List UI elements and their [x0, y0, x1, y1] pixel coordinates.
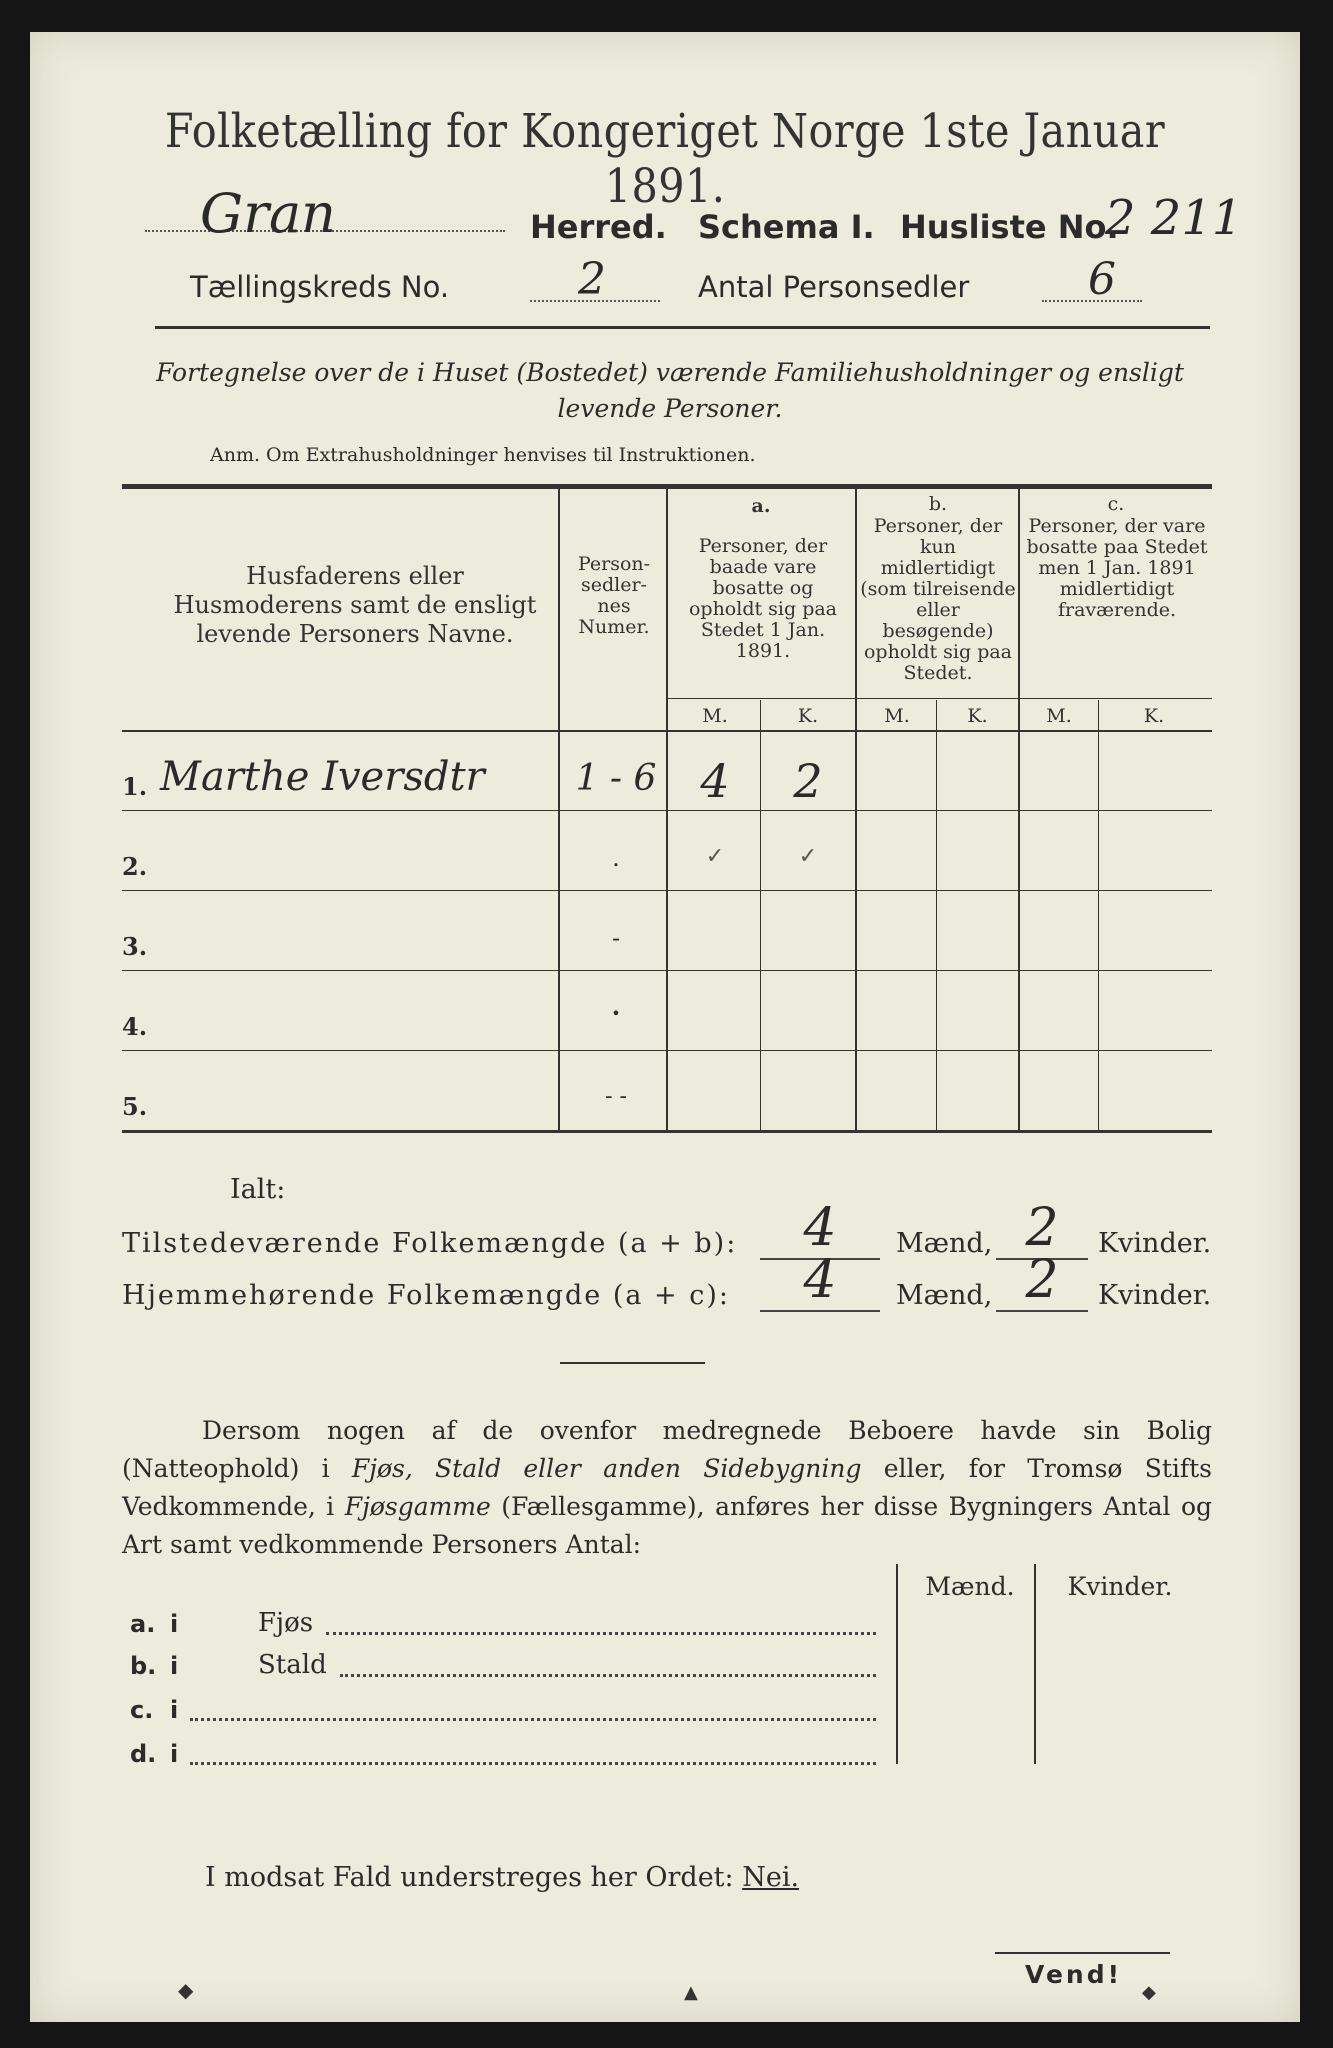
ialt-label: Ialt: — [230, 1174, 286, 1205]
col-header-c-letter: c. — [1107, 493, 1125, 515]
bldg-col-kvinder: Kvinder. — [1067, 1572, 1173, 1601]
corner-mark-left: ◆ — [178, 1978, 194, 2002]
col-b-m: M. — [884, 705, 910, 727]
mk-subheader-rule — [666, 698, 1212, 699]
hjemme-kvinder: Kvinder. — [1098, 1280, 1212, 1311]
col-header-b-letter: b. — [928, 493, 948, 515]
corner-mark-right: ◆ — [1142, 1982, 1156, 2003]
anm-note: Anm. Om Extrahusholdninger henvises til Instruktionen. — [210, 444, 756, 466]
kreds-value: 2 — [578, 254, 606, 305]
hjemme-maend: Mænd, — [896, 1280, 993, 1311]
herred-value: Gran — [200, 182, 336, 245]
row-a-m: ✓ — [705, 844, 725, 869]
hjemme-label: Hjemmehørende Folkemængde (a + c): — [122, 1280, 730, 1311]
col-header-num: Person-sedler-nes Numer. — [577, 553, 651, 638]
col-divider-b-mk — [936, 700, 937, 1130]
tilstede-label: Tilstedeværende Folkemængde (a + b): — [122, 1228, 738, 1259]
bldg-letter: a. — [130, 1610, 156, 1638]
row-rule-3 — [122, 970, 1212, 971]
personsedler-label: Antal Personsedler — [698, 270, 970, 304]
bldg-letter: d. — [130, 1740, 157, 1768]
nei-word: Nei. — [742, 1862, 800, 1893]
corner-mark-center: ▲ — [684, 1982, 698, 2003]
bldg-dotline — [190, 1718, 876, 1721]
hjemme-k-value: 2 — [1025, 1250, 1059, 1310]
bldg-label: Fjøs — [258, 1608, 314, 1638]
col-header-name: Husfaderens eller Husmoderens samt de ensligt levende Personers Navne. — [173, 562, 537, 648]
bldg-letter: b. — [130, 1652, 157, 1680]
row-a-m: 4 — [700, 754, 730, 808]
col-a-m: M. — [702, 705, 728, 727]
kreds-label: Tællingskreds No. — [190, 270, 450, 304]
col-header-a-letter: a. — [751, 495, 771, 517]
tilstede-m-value: 4 — [803, 1198, 837, 1258]
row-number: 1. — [122, 772, 148, 801]
row-number: 5. — [122, 1092, 148, 1121]
schema-label: Schema I. — [698, 208, 875, 246]
husliste-value: 2 211 — [1105, 190, 1243, 246]
vend-label: Vend! — [1025, 1960, 1123, 1989]
row-number: 2. — [122, 852, 148, 881]
bldg-i: i — [170, 1652, 179, 1680]
row-rule-4 — [122, 1050, 1212, 1051]
col-header-b: Personer, der kun midlertidigt (som tilreisende eller besøgende) opholdt sig paa Stedet. — [860, 515, 1016, 684]
row-number: 3. — [122, 932, 148, 961]
husliste-label: Husliste No. — [900, 208, 1119, 246]
row-personsedler-num: • — [611, 1004, 621, 1023]
hjemme-m-value: 4 — [803, 1250, 837, 1310]
personsedler-value: 6 — [1088, 254, 1116, 305]
col-divider-c-mk — [1098, 700, 1099, 1130]
col-header-a: Personer, der baade vare bosatte og opholdt sig paa Stedet 1 Jan. 1891. — [688, 535, 838, 662]
table-bottom-rule — [122, 1130, 1212, 1133]
vend-rule — [995, 1952, 1170, 1954]
col-c-k: K. — [1143, 705, 1165, 727]
bldg-letter: c. — [130, 1696, 154, 1724]
separator-short-rule — [560, 1362, 705, 1364]
bldg-i: i — [170, 1740, 179, 1768]
bldg-i: i — [170, 1610, 179, 1638]
header-rule — [155, 326, 1210, 329]
row-a-k: 2 — [793, 754, 823, 808]
intro-line-1: Fortegnelse over de i Huset (Bostedet) værende Familiehusholdninger og ensligt — [156, 358, 1184, 387]
herred-label: Herred. — [530, 208, 667, 246]
row-rule-2 — [122, 890, 1212, 891]
row-name: Marthe Iversdtr — [160, 754, 485, 800]
tilstede-kvinder: Kvinder. — [1098, 1228, 1212, 1259]
bldg-dotline — [190, 1762, 876, 1765]
bldg-dotline — [326, 1632, 876, 1635]
row-personsedler-num: . — [612, 844, 620, 872]
col-c-m: M. — [1046, 705, 1072, 727]
modsat-label: I modsat Fald understreges her Ordet: Nei. — [205, 1862, 800, 1893]
col-a-k: K. — [797, 705, 819, 727]
form-title: Folketælling for Kongeriget Norge 1ste Januar 1891. — [164, 104, 1166, 214]
bldg-label: Stald — [258, 1650, 327, 1680]
bldg-col-divider-2 — [1034, 1564, 1036, 1764]
bldg-dotline — [340, 1674, 876, 1677]
col-b-k: K. — [967, 705, 988, 727]
hjemme-k-line — [996, 1310, 1088, 1312]
tilstede-k-value: 2 — [1025, 1198, 1059, 1258]
row-personsedler-num: 1 - 6 — [575, 758, 657, 799]
row-a-k: ✓ — [798, 844, 818, 869]
hjemme-m-line — [760, 1310, 880, 1312]
tilstede-maend: Mænd, — [896, 1228, 993, 1259]
col-header-c: Personer, der vare bosatte paa Stedet men 1 Jan. 1891 midlertidigt fraværende. — [1026, 515, 1208, 621]
row-personsedler-num: - ‐ — [605, 1084, 627, 1109]
bldg-col-maend: Mænd. — [925, 1572, 1015, 1601]
bldg-i: i — [170, 1696, 179, 1724]
row-personsedler-num: - — [611, 924, 621, 952]
sidebygning-paragraph: Dersom nogen af de ovenfor medregnede Beboere havde sin Bolig (Natteophold) i Fjøs, Stald eller anden Sidebygning eller, for Tromsø Stifts Vedkommende, i Fjøsgamme (Fællesgamme), anføres her disse Bygningers Antal og Art samt vedkommende Personers Antal: — [122, 1416, 1213, 1559]
row-number: 4. — [122, 1012, 148, 1041]
census-form-page — [30, 32, 1300, 2022]
bldg-col-divider-1 — [896, 1564, 898, 1764]
row-rule-1 — [122, 810, 1212, 811]
intro-line-2: levende Personer. — [557, 394, 783, 423]
